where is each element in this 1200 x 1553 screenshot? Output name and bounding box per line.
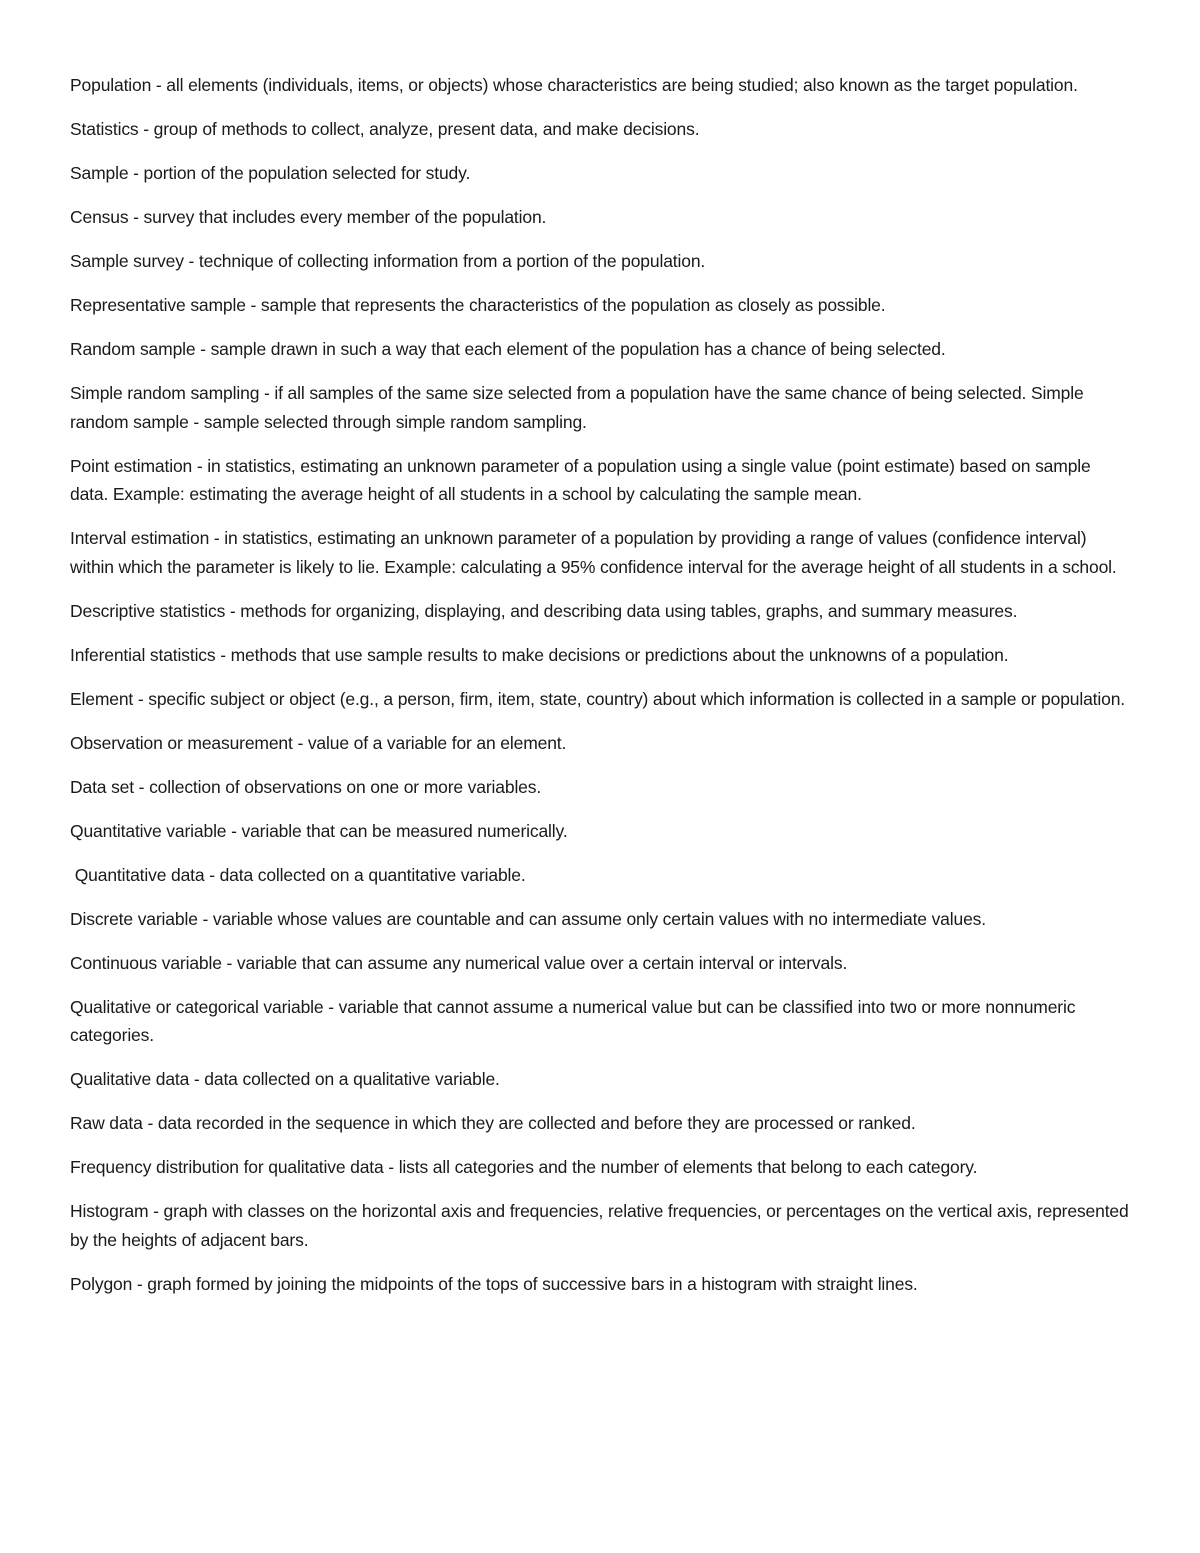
definition-point-estimation: Point estimation - in statistics, estimating an unknown parameter of a population using a single value (point estimate) based on sample data. Example: estimating the average height of all students in a school by calculating the sample mean. bbox=[70, 455, 1096, 504]
definition-qualitative-variable: Qualitative or categorical variable - variable that cannot assume a numerical value but can be classified into two or more nonnumeric categories. bbox=[70, 996, 1081, 1045]
definition-descriptive-statistics: Descriptive statistics - methods for organizing, displaying, and describing data using tables, graphs, and summary measures. bbox=[70, 600, 1018, 621]
definition-statistics: Statistics - group of methods to collect, analyze, present data, and make decisions. bbox=[70, 119, 700, 139]
definition-sample-survey: Sample survey - technique of collecting information from a portion of the population. bbox=[70, 251, 706, 271]
definition-data-set: Data set - collection of observations on one or more variables. bbox=[70, 776, 542, 797]
definition-continuous-variable: Continuous variable - variable that can assume any numerical value over a certain interval or intervals. bbox=[70, 952, 848, 973]
definition-interval-estimation: Interval estimation - in statistics, estimating an unknown parameter of a population by providing a range of values (confidence interval) within which the parameter is likely to lie. Example: calculating a 95% confidence interval for the average height of all students in a school. bbox=[70, 528, 1117, 577]
definition-population: Population - all elements (individuals, items, or objects) whose characteristics are being studied; also known as the target population. bbox=[70, 75, 1078, 95]
definition-polygon: Polygon - graph formed by joining the midpoints of the tops of successive bars in a histogram with straight lines. bbox=[70, 1273, 918, 1294]
definition-raw-data: Raw data - data recorded in the sequence in which they are collected and before they are processed or ranked. bbox=[70, 1113, 916, 1133]
definition-inferential-statistics: Inferential statistics - methods that use sample results to make decisions or predictions about the unknowns of a population. bbox=[70, 644, 1009, 665]
definition-qualitative-data: Qualitative data - data collected on a qualitative variable. bbox=[70, 1069, 500, 1089]
document-page bbox=[70, 71, 1132, 1314]
definition-sample: Sample - portion of the population selected for study. bbox=[70, 163, 471, 183]
definition-frequency-distribution: Frequency distribution for qualitative data - lists all categories and the number of elements that belong to each category. bbox=[70, 1157, 978, 1177]
definition-random-sample: Random sample - sample drawn in such a way that each element of the population has a chance of being selected. bbox=[70, 339, 946, 359]
definition-observation: Observation or measurement - value of a variable for an element. bbox=[70, 732, 567, 753]
definition-simple-random-sampling: Simple random sampling - if all samples of the same size selected from a population have the same chance of being selected. Simple random sample - sample selected through simple random sampling. bbox=[70, 383, 1089, 432]
definition-representative-sample: Representative sample - sample that represents the characteristics of the population as closely as possible. bbox=[70, 295, 886, 315]
definition-quantitative-data: Quantitative data - data collected on a quantitative variable. bbox=[70, 864, 526, 885]
definition-census: Census - survey that includes every member of the population. bbox=[70, 207, 547, 227]
definition-element: Element - specific subject or object (e.g., a person, firm, item, state, country) about which information is collected in a sample or population. bbox=[70, 688, 1126, 709]
definition-quantitative-variable: Quantitative variable - variable that can be measured numerically. bbox=[70, 820, 568, 841]
definition-histogram: Histogram - graph with classes on the horizontal axis and frequencies, relative frequencies, or percentages on the vertical axis, represented by the heights of adjacent bars. bbox=[70, 1201, 1134, 1250]
definition-discrete-variable: Discrete variable - variable whose values are countable and can assume only certain values with no intermediate values. bbox=[70, 908, 986, 929]
